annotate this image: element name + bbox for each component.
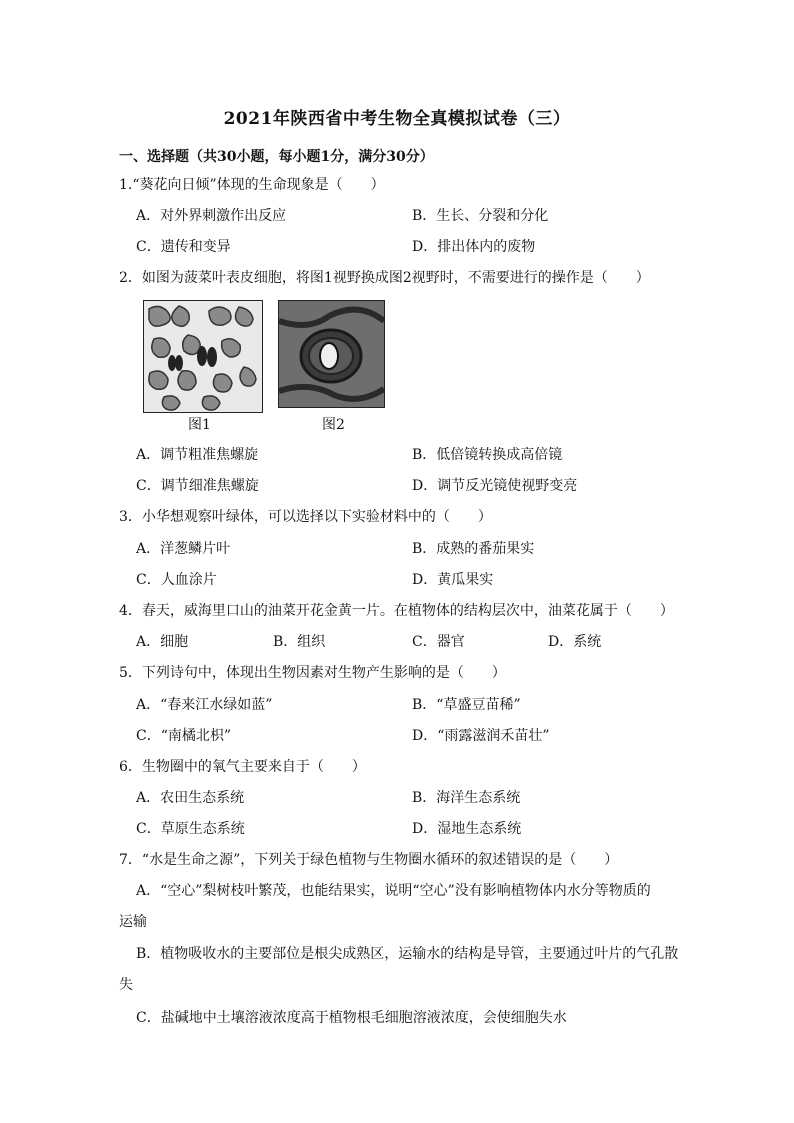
q7-option-c: C．盐碱地中土壤溶液浓度高于植物根毛细胞溶液浓度，会使细胞失水 <box>136 1010 567 1026</box>
q1-option-c: C．遗传和变异 <box>136 239 231 255</box>
q7-option-a-continued: 运输 <box>119 914 147 930</box>
q1-option-a: A．对外界刺激作出反应 <box>136 208 287 224</box>
q2-option-c: C．调节细准焦螺旋 <box>136 478 259 494</box>
q5-option-a: A．“春来江水绿如蓝” <box>136 697 273 713</box>
question-3-stem: 3．小华想观察叶绿体，可以选择以下实验材料中的（ ） <box>119 509 492 525</box>
q4-option-b: B．组织 <box>273 634 326 650</box>
question-6-stem: 6．生物圈中的氧气主要来自于（ ） <box>119 759 366 775</box>
q3-option-a: A．洋葱鳞片叶 <box>136 541 231 557</box>
q6-option-a: A．农田生态系统 <box>136 790 245 806</box>
stomata-drawing <box>279 301 384 407</box>
q6-option-b: B．海洋生态系统 <box>412 790 521 806</box>
q6-option-d: D．湿地生态系统 <box>412 821 522 837</box>
question-1-stem: 1.“葵花向日倾”体现的生命现象是（ ） <box>119 177 385 193</box>
q6-option-c: C．草原生态系统 <box>136 821 245 837</box>
q4-option-c: C．器官 <box>412 634 465 650</box>
epidermis-cells-drawing <box>144 301 262 412</box>
q7-option-b-continued: 失 <box>119 977 133 993</box>
question-7-stem: 7．“水是生命之源”，下列关于绿色植物与生物圈水循环的叙述错误的是（ ） <box>119 852 619 868</box>
q5-option-c: C．“南橘北枳” <box>136 728 232 744</box>
q5-option-b: B．“草盛豆苗稀” <box>412 697 521 713</box>
q3-option-b: B．成熟的番茄果实 <box>412 541 535 557</box>
q2-option-d: D．调节反光镜使视野变亮 <box>412 478 578 494</box>
q4-option-a: A．细胞 <box>136 634 189 650</box>
q1-option-b: B．生长、分裂和分化 <box>412 208 549 224</box>
section-heading: 一、选择题（共30小题，每小题1分，满分30分） <box>119 149 434 165</box>
question-2-stem: 2．如图为菠菜叶表皮细胞，将图1视野换成图2视野时，不需要进行的操作是（ ） <box>119 270 650 286</box>
figure-1-leaf-epidermis-image <box>143 300 263 413</box>
q3-option-d: D．黄瓜果实 <box>412 572 494 588</box>
q5-option-d: D．“雨露滋润禾苗壮” <box>412 728 550 744</box>
q2-option-a: A．调节粗准焦螺旋 <box>136 447 259 463</box>
question-5-stem: 5．下列诗句中，体现出生物因素对生物产生影响的是（ ） <box>119 665 506 681</box>
q2-option-b: B．低倍镜转换成高倍镜 <box>412 447 563 463</box>
q4-option-d: D．系统 <box>548 634 602 650</box>
q1-option-d: D．排出体内的废物 <box>412 239 536 255</box>
exam-title: 2021年陕西省中考生物全真模拟试卷（三） <box>223 109 571 129</box>
q3-option-c: C．人血涂片 <box>136 572 217 588</box>
q7-option-a: A．“空心”梨树枝叶繁茂，也能结果实，说明“空心”没有影响植物体内水分等物质的 <box>136 883 651 899</box>
figure-2-caption: 图2 <box>322 417 345 433</box>
q7-option-b: B．植物吸收水的主要部位是根尖成熟区，运输水的结构是导管，主要通过叶片的气孔散 <box>136 946 679 962</box>
figure-2-stomata-image <box>278 300 385 408</box>
question-4-stem: 4．春天，威海里口山的油菜开花金黄一片。在植物体的结构层次中，油菜花属于（ ） <box>119 603 674 619</box>
figure-1-caption: 图1 <box>188 417 211 433</box>
